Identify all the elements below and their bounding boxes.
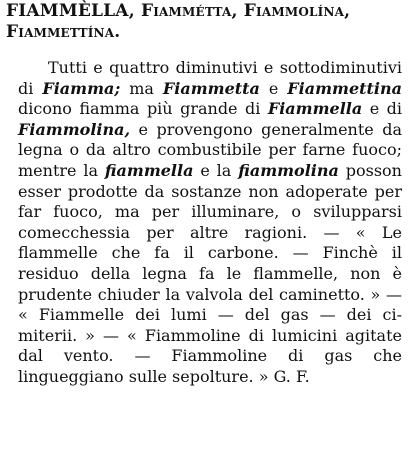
text-run: ma <box>120 78 163 98</box>
italic-term: Fiamma; <box>42 78 121 98</box>
entry-headword: FIAMMÈLLA, <box>6 1 135 21</box>
italic-term: Fiammella <box>267 99 363 119</box>
text-run: dicono fiamma più grande di <box>18 99 268 119</box>
entry-variants: Fiammétta, Fiammolína, <box>134 1 351 21</box>
text-run: e <box>259 78 288 98</box>
text-run: Tutti e quattro diminutivi e sottodiminutivi di <box>18 58 402 98</box>
text-run: e di <box>362 99 402 119</box>
text-run: posson esser prodotte da sostanze non adoperate per far fuoco, ma per illuminare, o svilupparsi comecchessia per altre ragioni. — « Le flammelle che fa il carbone. — Finchè il residuo della legna fa le flammelle, non è prudente chiuder la valvola del caminetto. » — « Fiammelle dei lumi — del gas — dei cimiterii. » — « Fiammoline di lumicini agitate dal vento. — Fiammoline di gas che lingueggiano sulle sepolture. » G. F. <box>18 160 402 386</box>
italic-term: Fiammettina <box>287 78 402 98</box>
italic-term: fiammolina <box>238 160 339 180</box>
text-run: e la <box>193 160 239 180</box>
italic-term: Fiammetta <box>162 78 260 98</box>
entry-heading <box>6 1 404 43</box>
entry-paragraph <box>18 58 402 388</box>
italic-term: Fiammolina, <box>18 119 131 139</box>
entry-variants-continued: Fiammettína. <box>6 22 121 42</box>
text-run: e provengono generalmente da legna o da altro combustibile per farne fuoco; mentre la <box>18 119 402 180</box>
italic-term: fiammella <box>104 160 194 180</box>
